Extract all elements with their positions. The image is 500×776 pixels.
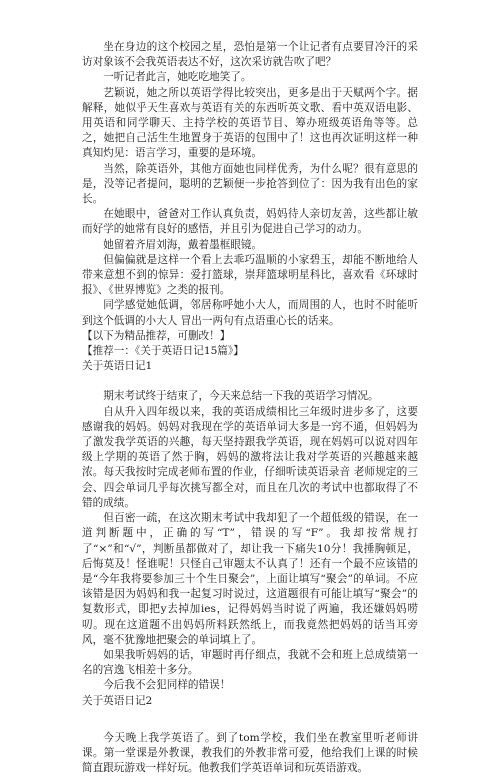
paragraph: 今后我不会犯同样的错误！	[103, 679, 231, 692]
paragraph: 同学感觉她低调，邻居称呼她小大人，而周围的人，也时不时能听到这个低调的小大人 冒出一两句有点语重心长的话来。	[82, 299, 418, 327]
paragraph: 今天晚上我学英语了。到了tom学校，我们坐在教室里听老师讲课。第一堂课是外教课，教我们的外教非常可爱，他给我们上课的时候简直跟玩游戏一样好玩。他教我们学英语单词和玩英语游戏。	[82, 731, 418, 775]
diary-2-heading: 关于英语日记2	[82, 694, 153, 707]
paragraph: 但百密一疏，在这次期末考试中我却犯了一个超低级的错误，在一道判断题中，正确的写“T”，错误的写“F”。我却按常规打了“×”和“√”，判断虽都做对了，却让我一下痛失10分！我捶胸顿足，后悔莫及！怪谁呢！只怪自己审题太不认真了！还有一个最不应该错的是“今年我将要参加三十个生日聚会”，上面让填写“聚会”的单词。不应该错是因为妈妈和我一起复习时说过，这道题很有可能让填写“聚会”的复数形式，即把y去掉加ies，记得妈妈当时说了两遍，我还嫌妈妈唠叨。现在这道题不出妈妈所料跃然纸上，而我竟然把妈妈的话当耳旁风，毫不犹豫地把聚会的单词填上了。	[82, 512, 418, 646]
paragraph: 她留着齐眉刘海，戴着墨框眼镜。	[103, 238, 263, 251]
diary-1-heading: 关于英语日记1	[82, 360, 153, 373]
recommendation-title: 【推荐一：《关于英语日记15篇》】	[82, 345, 244, 358]
paragraph: 艺颖说，她之所以英语学得比较突出，更多是出于天赋两个字。据解释，她似乎天生喜欢与英语有关的东西听英文歌、看中英双语电影、用英语和同学聊天、主持学校的英语节目、筹办班级英语角等等。总之，她把自己活生生地置身于英语的包围中了！这也再次证明这样一种真知灼见：语言学习，重要的是环境。	[82, 86, 418, 160]
paragraph: 一听记者此言，她吃吃地笑了。	[103, 71, 252, 84]
paragraph: 期末考试终于结束了，今天来总结一下我的英语学习情况。	[103, 390, 379, 403]
paragraph: 如果我听妈妈的话，审题时再仔细点，我就不会和班上总成绩第一名的宫逸飞相差十多分。	[82, 648, 418, 677]
paragraph: 但偏偏就是这样一个看上去乖巧温顺的小家碧玉，却能不断地给人带来意想不到的惊异：爱打篮球，崇拜篮球明星科比，喜欢看《环球时报》、《世界博览》之类的报刊。	[82, 253, 418, 297]
spacer	[82, 709, 418, 731]
paragraph: 自从升入四年级以来，我的英语成绩相比三年级时进步多了，这要感谢我的妈妈。妈妈对我现在学的英语单词大多是一窍不通，但妈妈为了激发我学英语的兴趣，每天坚持跟我学英语，现在妈妈可以说对四年级上学期的英语了然于胸，妈妈的激将法让我对学英语的兴趣越来越浓。每天我按时完成老师布置的作业，仔细听读英语录音 老师规定的三会、四会单词几乎每次挑写都全对，而且在几次的考试中也都取得了不错的成绩。	[82, 405, 418, 509]
paragraph: 在她眼中，爸爸对工作认真负责，妈妈待人亲切友善，这些都让敏而好学的她常有良好的感悟，并且引为促进自己学习的动力。	[82, 208, 418, 236]
paragraph: 当然，除英语外，其他方面她也同样优秀，为什么呢？很有意思的是，没等记者提问，聪明的艺颖便一步抢答到位了：因为我有出色的家长。	[82, 162, 418, 206]
spacer	[82, 374, 418, 389]
paragraph: 坐在身边的这个校园之星，恐怕是第一个让记者有点要冒冷汗的采访对象该不会我英语表达不好，这次采访就告吹了吧？	[82, 41, 418, 69]
recommendation-note: 【以下为精品推荐，可删改！】	[82, 329, 231, 342]
document-body	[82, 40, 418, 776]
